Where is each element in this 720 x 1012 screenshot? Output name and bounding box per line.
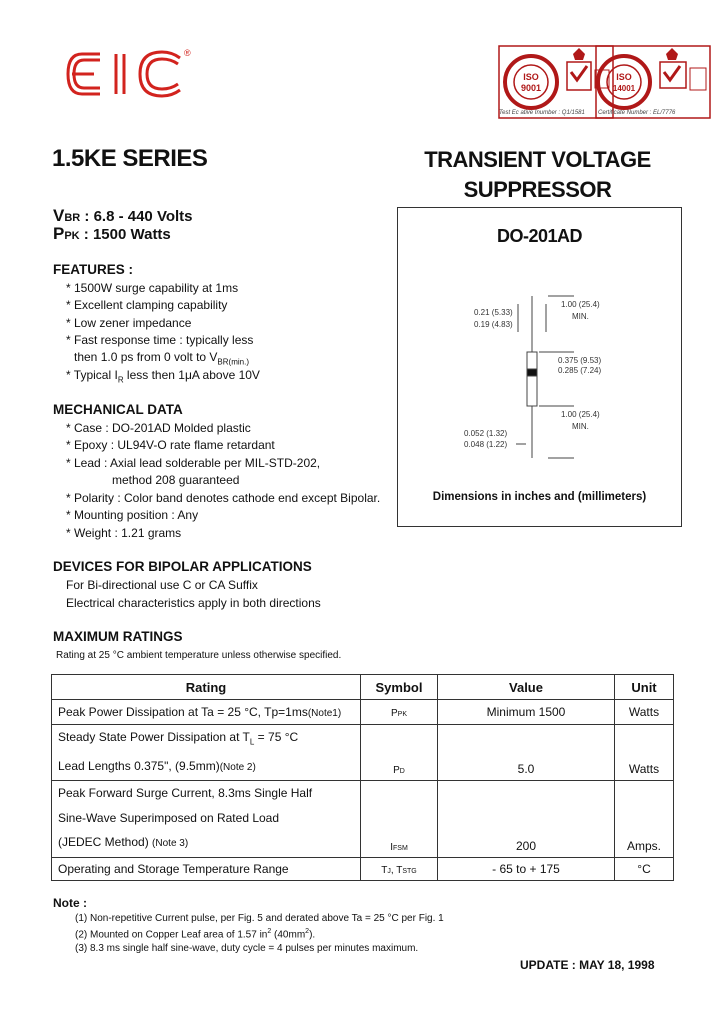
table-row <box>52 725 674 781</box>
table-row <box>52 857 674 880</box>
value-cell: Minimum 1500 <box>438 700 615 725</box>
rating-cell: Operating and Storage Temperature Range <box>52 857 361 880</box>
product-title-line2: SUPPRESSOR <box>463 177 612 202</box>
note-item: (1) Non-repetitive Current pulse, per Fig. 5 and derated above Ta = 25 °C per Fig. 1 <box>75 913 444 924</box>
col-symbol: Symbol <box>361 675 438 700</box>
value-cell: - 65 to + 175 <box>438 857 615 880</box>
rating-cell: Peak Forward Surge Current, 8.3ms Single Half Sine-Wave Superimposed on Rated Load (JEDEC Method) (Note 3) <box>52 781 361 858</box>
ratings-heading: MAXIMUM RATINGS <box>53 629 183 644</box>
value-cell: 5.0 <box>438 725 615 781</box>
dim-lead-dia-max: 0.052 (1.32) <box>464 429 508 438</box>
feature-item: * Excellent clamping capability <box>66 298 228 312</box>
symbol-cell: TJ, TSTG <box>361 857 438 880</box>
iso9001-caption: Test Ec ative Inumber : Q1/1581 <box>499 110 585 116</box>
value-cell: 200 <box>438 781 615 858</box>
rating-cell: Steady State Power Dissipation at $T_L = 75$ °C Lead Lengths 0.375", (9.5mm)(Note 2) <box>52 725 361 781</box>
mechanical-item: * Epoxy : UL94V-O rate flame retardant <box>66 438 275 452</box>
mechanical-item: * Mounting position : Any <box>66 508 199 522</box>
dim-body-dia-max: 0.21 (5.33) <box>474 308 513 317</box>
registered-mark: ® <box>184 48 191 58</box>
unit-cell: Amps. <box>615 781 674 858</box>
dim-lead-bottom-min: MIN. <box>572 422 589 431</box>
table-row <box>52 781 674 858</box>
svg-text:ISO: ISO <box>523 72 539 82</box>
notes-heading: Note : <box>53 896 87 910</box>
table-row <box>52 700 674 725</box>
col-value: Value <box>438 675 615 700</box>
dim-body-dia-min: 0.19 (4.83) <box>474 320 513 329</box>
series-title: 1.5KE SERIES <box>52 145 208 172</box>
mechanical-item: * Lead : Axial lead solderable per MIL-STD-202, <box>66 456 321 470</box>
svg-text:ISO: ISO <box>616 72 632 82</box>
rating-cell: Peak Power Dissipation at Ta = 25 °C, Tp=1ms(Note1) <box>52 700 361 725</box>
unit-cell: Watts <box>615 725 674 781</box>
ratings-subnote: Rating at 25 °C ambient temperature unless otherwise specified. <box>56 650 342 661</box>
package-title: DO-201AD <box>496 226 583 246</box>
mechanical-heading: MECHANICAL DATA <box>53 402 183 417</box>
mechanical-item: method 208 guaranteed <box>112 473 240 487</box>
feature-item: * Fast response time : typically less <box>66 333 254 347</box>
col-unit: Unit <box>615 675 674 700</box>
ppk-spec: PPK : 1500 Watts <box>53 224 171 243</box>
mechanical-item: * Polarity : Color band denotes cathode end except Bipolar. <box>66 491 381 505</box>
product-title-line1: TRANSIENT VOLTAGE <box>424 147 651 172</box>
update-date: UPDATE : MAY 18, 1998 <box>520 958 655 972</box>
note-item: (2) Mounted on Copper Leaf area of 1.57 $in^2$ $(40mm^2)$. <box>75 928 316 941</box>
svg-text:9001: 9001 <box>520 83 542 93</box>
symbol-cell: PPK <box>361 700 438 725</box>
bipolar-line: For Bi-directional use C or CA Suffix <box>66 578 258 592</box>
package-caption: Dimensions in inches and (millimeters) <box>432 491 647 503</box>
dim-lead-dia-min: 0.048 (1.22) <box>464 440 508 449</box>
symbol-cell: IFSM <box>361 781 438 858</box>
dim-lead-top-min: MIN. <box>572 312 589 321</box>
table-header-row <box>52 675 674 700</box>
dim-lead-top: 1.00 (25.4) <box>561 300 600 309</box>
package-diagram-box <box>397 207 682 527</box>
bipolar-heading: DEVICES FOR BIPOLAR APPLICATIONS <box>53 559 312 574</box>
eic-logo <box>64 46 194 102</box>
feature-item: * 1500W surge capability at 1ms <box>66 281 239 295</box>
iso14001-caption: Certificate Number : EL/7776 <box>598 110 676 116</box>
note-item: (3) 8.3 ms single half sine-wave, duty cycle = 4 pulses per minutes maximum. <box>75 943 419 954</box>
ratings-table <box>51 674 674 881</box>
svg-text:14001: 14001 <box>612 84 636 93</box>
bipolar-line: Electrical characteristics apply in both directions <box>66 596 321 610</box>
col-rating: Rating <box>52 675 361 700</box>
symbol-cell: PD <box>361 725 438 781</box>
dim-body-len-max: 0.375 (9.53) <box>558 356 602 365</box>
dim-body-len-min: 0.285 (7.24) <box>558 366 602 375</box>
features-heading: FEATURES : <box>53 262 133 277</box>
product-title <box>395 145 680 205</box>
dim-lead-bottom: 1.00 (25.4) <box>561 410 600 419</box>
unit-cell: °C <box>615 857 674 880</box>
mechanical-item: * Weight : 1.21 grams <box>66 526 182 540</box>
feature-item: * Low zener impedance <box>66 316 192 330</box>
diode-outline-icon <box>398 208 681 526</box>
mechanical-item: * Case : DO-201AD Molded plastic <box>66 421 251 435</box>
feature-item: * Typical $I_R$ less then 1μA above 10V <box>66 368 260 385</box>
vbr-spec: VBR : 6.8 - 440 Volts <box>53 206 193 225</box>
unit-cell: Watts <box>615 700 674 725</box>
feature-item: then 1.0 ps from 0 volt to $V_{BR(min.)}$ <box>74 350 249 367</box>
